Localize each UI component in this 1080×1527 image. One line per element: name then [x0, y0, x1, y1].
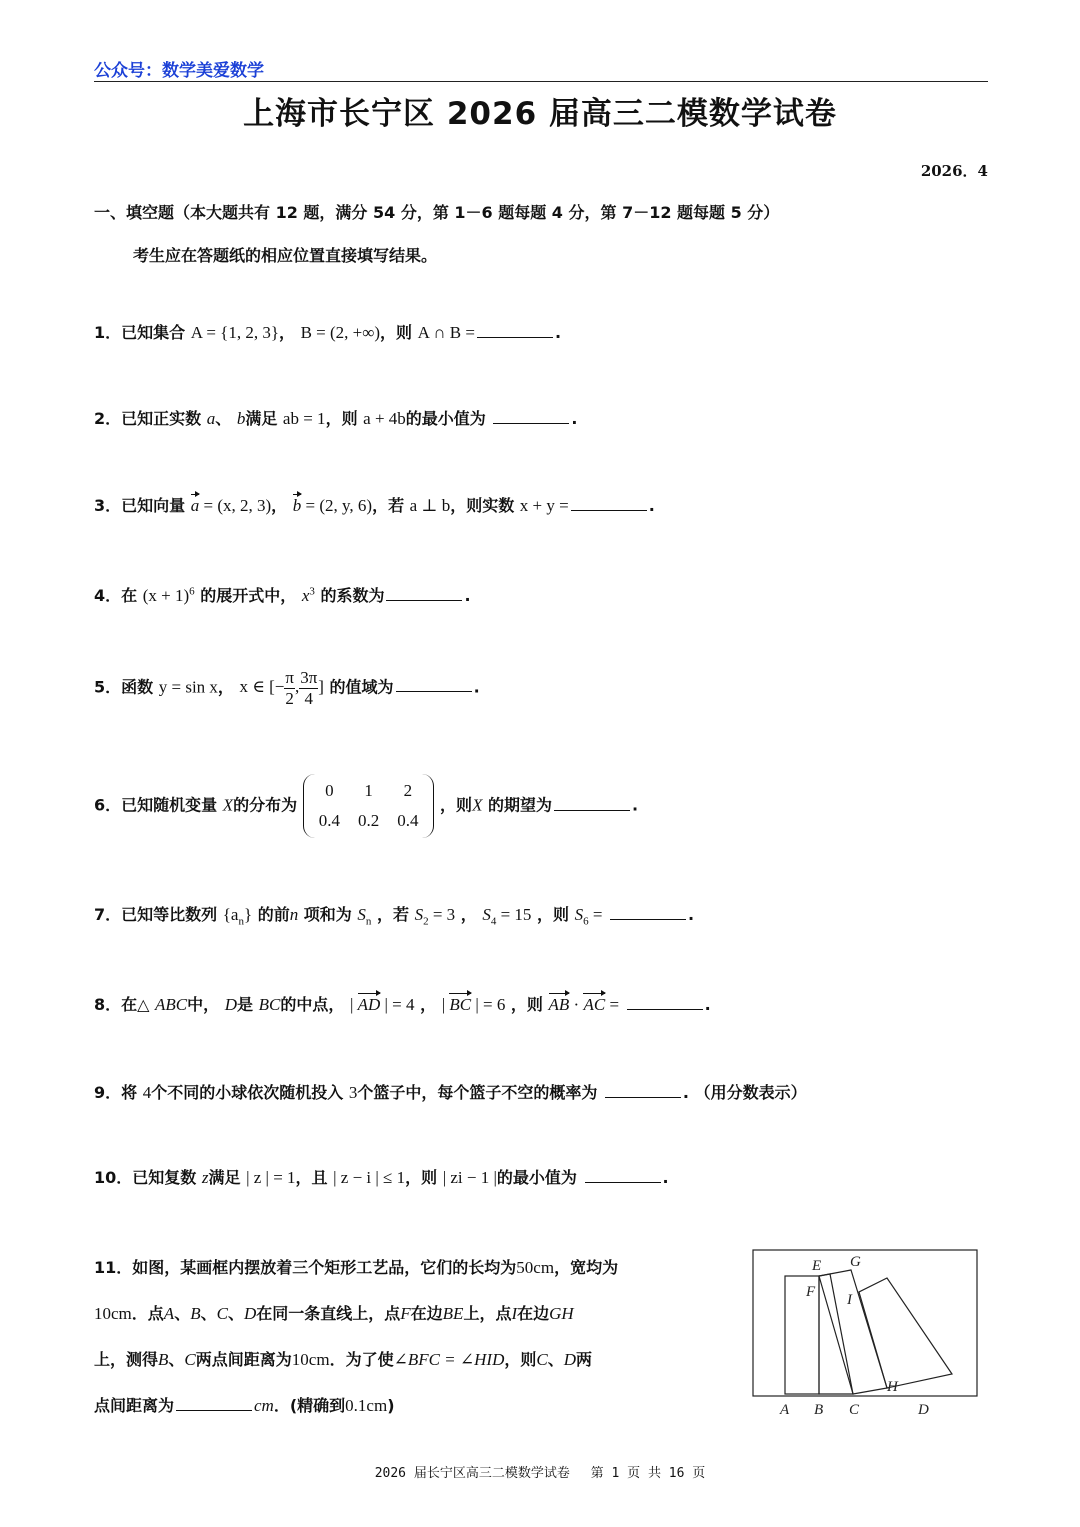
frame-border [753, 1250, 977, 1396]
exam-date: 2026．4 [920, 162, 988, 180]
question-3: 3．已知向量 a = (x, 2, 3)， b = (2, y, 6)，若 a ⊥ b，则实数 x + y = . [94, 496, 655, 515]
answer-blank [396, 690, 472, 692]
answer-blank [571, 509, 647, 511]
label-C: C [849, 1402, 860, 1418]
label-D: D [918, 1402, 929, 1418]
question-1: 1．已知集合 A = {1, 2, 3}， B = (2, +∞)，则 A ∩ B = . [94, 323, 562, 342]
question-10: 10．已知复数 z满足 | z | = 1，且 | z − i | ≤ 1，则 | zi − 1 |的最小值为 . [94, 1168, 669, 1187]
label-H: H [887, 1379, 898, 1395]
label-F: F [806, 1284, 816, 1300]
label-E: E [812, 1258, 822, 1274]
question-9: 9．将 4个不同的小球依次随机投入 3个篮子中，每个篮子不空的概率为 . （用分数表示） [94, 1083, 807, 1102]
question-11: 11．如图，某画框内摆放着三个矩形工艺品，它们的长均为50cm，宽均为 10cm．点A、B、C、D在同一条直线上，点F在边BE上，点I在边GH 上，测得B、C两点间距离为10cm．为了使∠BFC = ∠HID，则C、D两 点间距离为 cm．(精确到0.1cm) [94, 1258, 619, 1415]
answer-blank [627, 1008, 703, 1010]
answer-blank [605, 1096, 681, 1098]
answer-blank [477, 336, 553, 338]
label-A: A [780, 1402, 790, 1418]
page-footer: 2026 届长宁区高三二模数学试卷 第 1 页 共 16 页 [374, 1466, 706, 1481]
answer-blank [610, 918, 686, 920]
section-instruction: 考生应在答题纸的相应位置直接填写结果。 [133, 246, 438, 265]
label-B: B [814, 1402, 824, 1418]
rect-2 [819, 1270, 887, 1394]
question-5: 5．函数 y = sin x， x ∈ [− $\frac{\pi}{2}$ , $\frac{3\pi}{4}$ ] 的值域为 . [94, 668, 480, 708]
question-4: 4．在 $(x + 1)^6$ 的展开式中， $x^3$ 的系数为 . [94, 585, 471, 605]
answer-blank [386, 599, 462, 601]
question-6: 6．已知随机变量 X的分布为 0 1 2 0.4 0.2 0.4 ，则X 的期望为 . [94, 774, 638, 838]
question-2: 2．已知正实数 a、 b满足 ab = 1，则 a + 4b的最小值为 . [94, 409, 578, 428]
page-title: 上海市长宁区 2026 届高三二模数学试卷 [243, 96, 837, 132]
answer-blank [585, 1181, 661, 1183]
question-7: 7．已知等比数列 $\{a_n\}$ 的前n 项和为 $S_n$ ，若 $S_2 = 3$ ， $S_4 = 15$ ，则 $S_6$ = . [94, 905, 695, 928]
section-heading: 一、填空题（本大题共有 12 题，满分 54 分，第 1－6 题每题 4 分，第 7－12 题每题 5 分） [94, 203, 780, 222]
distribution-matrix: 0 1 2 0.4 0.2 0.4 [303, 774, 435, 838]
label-G: G [850, 1254, 861, 1270]
answer-blank [493, 422, 569, 424]
publisher-label: 公众号：数学美爱数学 [94, 61, 264, 81]
rect-3 [859, 1278, 952, 1388]
answer-blank [554, 809, 630, 811]
label-I: I [847, 1292, 852, 1308]
header-rule [94, 81, 988, 82]
question-8: 8．在△ ABC中， D是 BC的中点， | AD | = 4 ， | BC | = 6 ，则 AB · AC = . [94, 995, 711, 1014]
q11-figure [750, 1248, 980, 1420]
answer-blank [176, 1409, 252, 1411]
